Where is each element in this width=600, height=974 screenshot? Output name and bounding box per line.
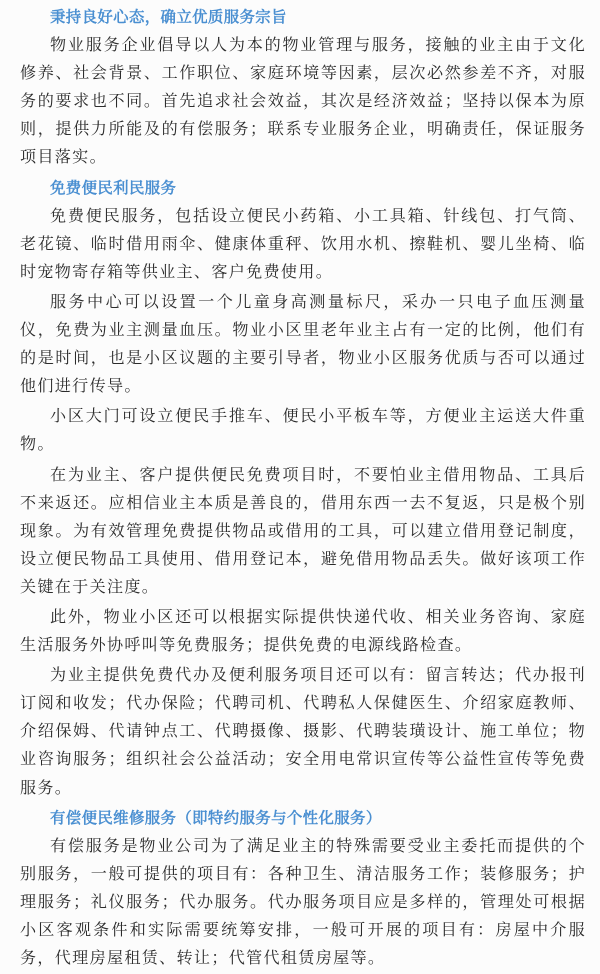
section-heading: 有偿便民维修服务（即特约服务与个性化服务） xyxy=(50,808,382,827)
paragraph: 有偿服务是物业公司为了满足业主的特殊需要受业主委托而提供的个别服务，一般可提供的项目有：各种卫生、清洁服务工作；装修服务；护理服务；礼仪服务；代办服务。代办服务项目应是多样的，管理处可根据小区客观条件和实际需要统筹安排，一般可开展的项目有：房屋中介服务，代理房屋租赁、转让；代管代租赁房屋等。 xyxy=(20,835,586,968)
paragraph: 此外，物业小区还可以根据实际提供快递代收、相关业务咨询、家庭生活服务外协呼叫等免费服务；提供免费的电源线路检查。 xyxy=(20,606,586,655)
section-heading: 秉持良好心态，确立优质服务宗旨 xyxy=(50,8,287,26)
paragraph: 服务中心可以设置一个儿童身高测量标尺，采办一只电子血压测量仪，免费为业主测量血压。物业小区里老年业主占有一定的比例，他们有的是时间，也是小区议题的主要引导者，物业小区服务优质与否可以通过他们进行传导。 xyxy=(20,291,586,396)
section-paid-services xyxy=(20,804,586,973)
section-service-attitude xyxy=(20,3,586,172)
section-free-services xyxy=(20,174,586,802)
section-heading: 免费便民利民服务 xyxy=(50,178,177,197)
paragraph: 免费便民服务，包括设立便民小药箱、小工具箱、针线包、打气筒、老花镜、临时借用雨伞、健康体重秤、饮用水机、擦鞋机、婴儿坐椅、临时宠物寄存箱等供业主、客户免费使用。 xyxy=(20,205,586,281)
paragraph: 在为业主、客户提供便民免费项目时，不要怕业主借用物品、工具后不来返还。应相信业主本质是善良的，借用东西一去不复返，只是极个别现象。为有效管理免费提供物品或借用的工具，可以建立借用登记制度，设立便民物品工具使用、借用登记本，避免借用物品丢失。做好该项工作关键在于关注度。 xyxy=(20,464,586,596)
paragraph: 小区大门可设立便民手推车、便民小平板车等，方便业主运送大件重物。 xyxy=(20,406,586,454)
article xyxy=(20,3,586,974)
paragraph: 物业服务企业倡导以人为本的物业管理与服务，接触的业主由于文化修养、社会背景、工作职位、家庭环境等因素，层次必然参差不齐，对服务的要求也不同。首先追求社会效益，其次是经济效益；坚持以保本为原则，提供力所能及的有偿服务；联系专业服务企业，明确责任，保证服务项目落实。 xyxy=(20,35,586,167)
paragraph: 为业主提供免费代办及便利服务项目还可以有：留言转达；代办报刊订阅和收发；代办保险；代聘司机、代聘私人保健医生、介绍家庭教师、介绍保姆、代请钟点工、代聘摄像、摄影、代聘装璜设计、施工单位；物业咨询服务；组织社会公益活动；安全用电常识宣传等公益性宣传等免费服务。 xyxy=(20,665,586,797)
